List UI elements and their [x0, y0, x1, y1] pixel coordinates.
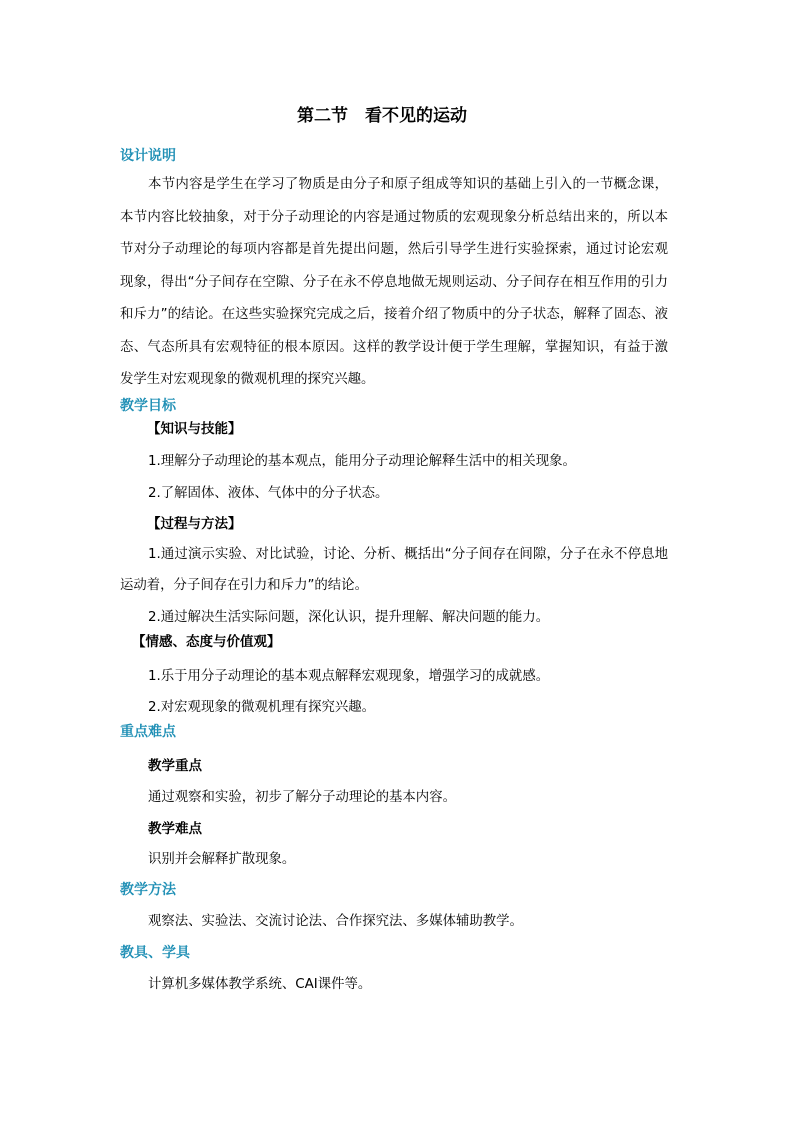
emotion-item-1: 1.乐于用分子动理论的基本观点解释宏观现象，增强学习的成就感。	[148, 669, 550, 684]
section-heading-tools: 教具、学具	[120, 945, 190, 961]
knowledge-item-2: 2.了解固体、液体、气体中的分子状态。	[148, 486, 389, 501]
emotion-values-label: 【情感、态度与价值观】	[132, 634, 281, 650]
section-heading-objectives: 教学目标	[120, 398, 176, 414]
teaching-difficulty-text: 识别并会解释扩散现象。	[148, 852, 296, 867]
page-title: 第二节 看不见的运动	[297, 106, 467, 126]
knowledge-item-1: 1.理解分子动理论的基本观点，能用分子动理论解释生活中的相关现象。	[148, 454, 576, 469]
teaching-focus-text: 通过观察和实验，初步了解分子动理论的基本内容。	[148, 790, 456, 805]
teaching-focus-label: 教学重点	[148, 758, 202, 774]
process-item-1: 1.通过演示实验、对比试验，讨论、分析、概括出“分子间存在间隙，分子在永不停息地运动着，分子间存在引力和斥力”的结论。	[120, 547, 668, 593]
tools-text: 计算机多媒体教学系统、CAI课件等。	[148, 977, 372, 992]
process-methods-label: 【过程与方法】	[147, 516, 242, 532]
teaching-difficulty-label: 教学难点	[148, 821, 202, 837]
section-heading-methods: 教学方法	[120, 882, 176, 898]
methods-text: 观察法、实验法、交流讨论法、合作探究法、多媒体辅助教学。	[148, 914, 523, 929]
process-item-2: 2.通过解决生活实际问题，深化认识，提升理解、解决问题的能力。	[148, 610, 550, 625]
knowledge-skills-label: 【知识与技能】	[147, 421, 242, 437]
section-heading-design: 设计说明	[120, 148, 176, 164]
emotion-item-2: 2.对宏观现象的微观机理有探究兴趣。	[148, 700, 376, 715]
design-paragraph: 本节内容是学生在学习了物质是由分子和原子组成等知识的基础上引入的一节概念课，本节内容比较抽象，对于分子动理论的内容是通过物质的宏观现象分析总结出来的，所以本节对分子动理论的每项内容都是首先提出问题，然后引导学生进行实验探索，通过讨论宏观现象，得出“分子间存在空隙、分子在永不停息地做无规则运动、分子间存在相互作用的引力和斥力”的结论。在这些实验探究完成之后，接着介绍了物质中的分子状态，解释了固态、液态、气态所具有宏观特征的根本原因。这样的教学设计便于学生理解，掌握知识，有益于激发学生对宏观现象的微观机理的探究兴趣。	[120, 177, 668, 387]
section-heading-key-points: 重点难点	[120, 724, 176, 740]
